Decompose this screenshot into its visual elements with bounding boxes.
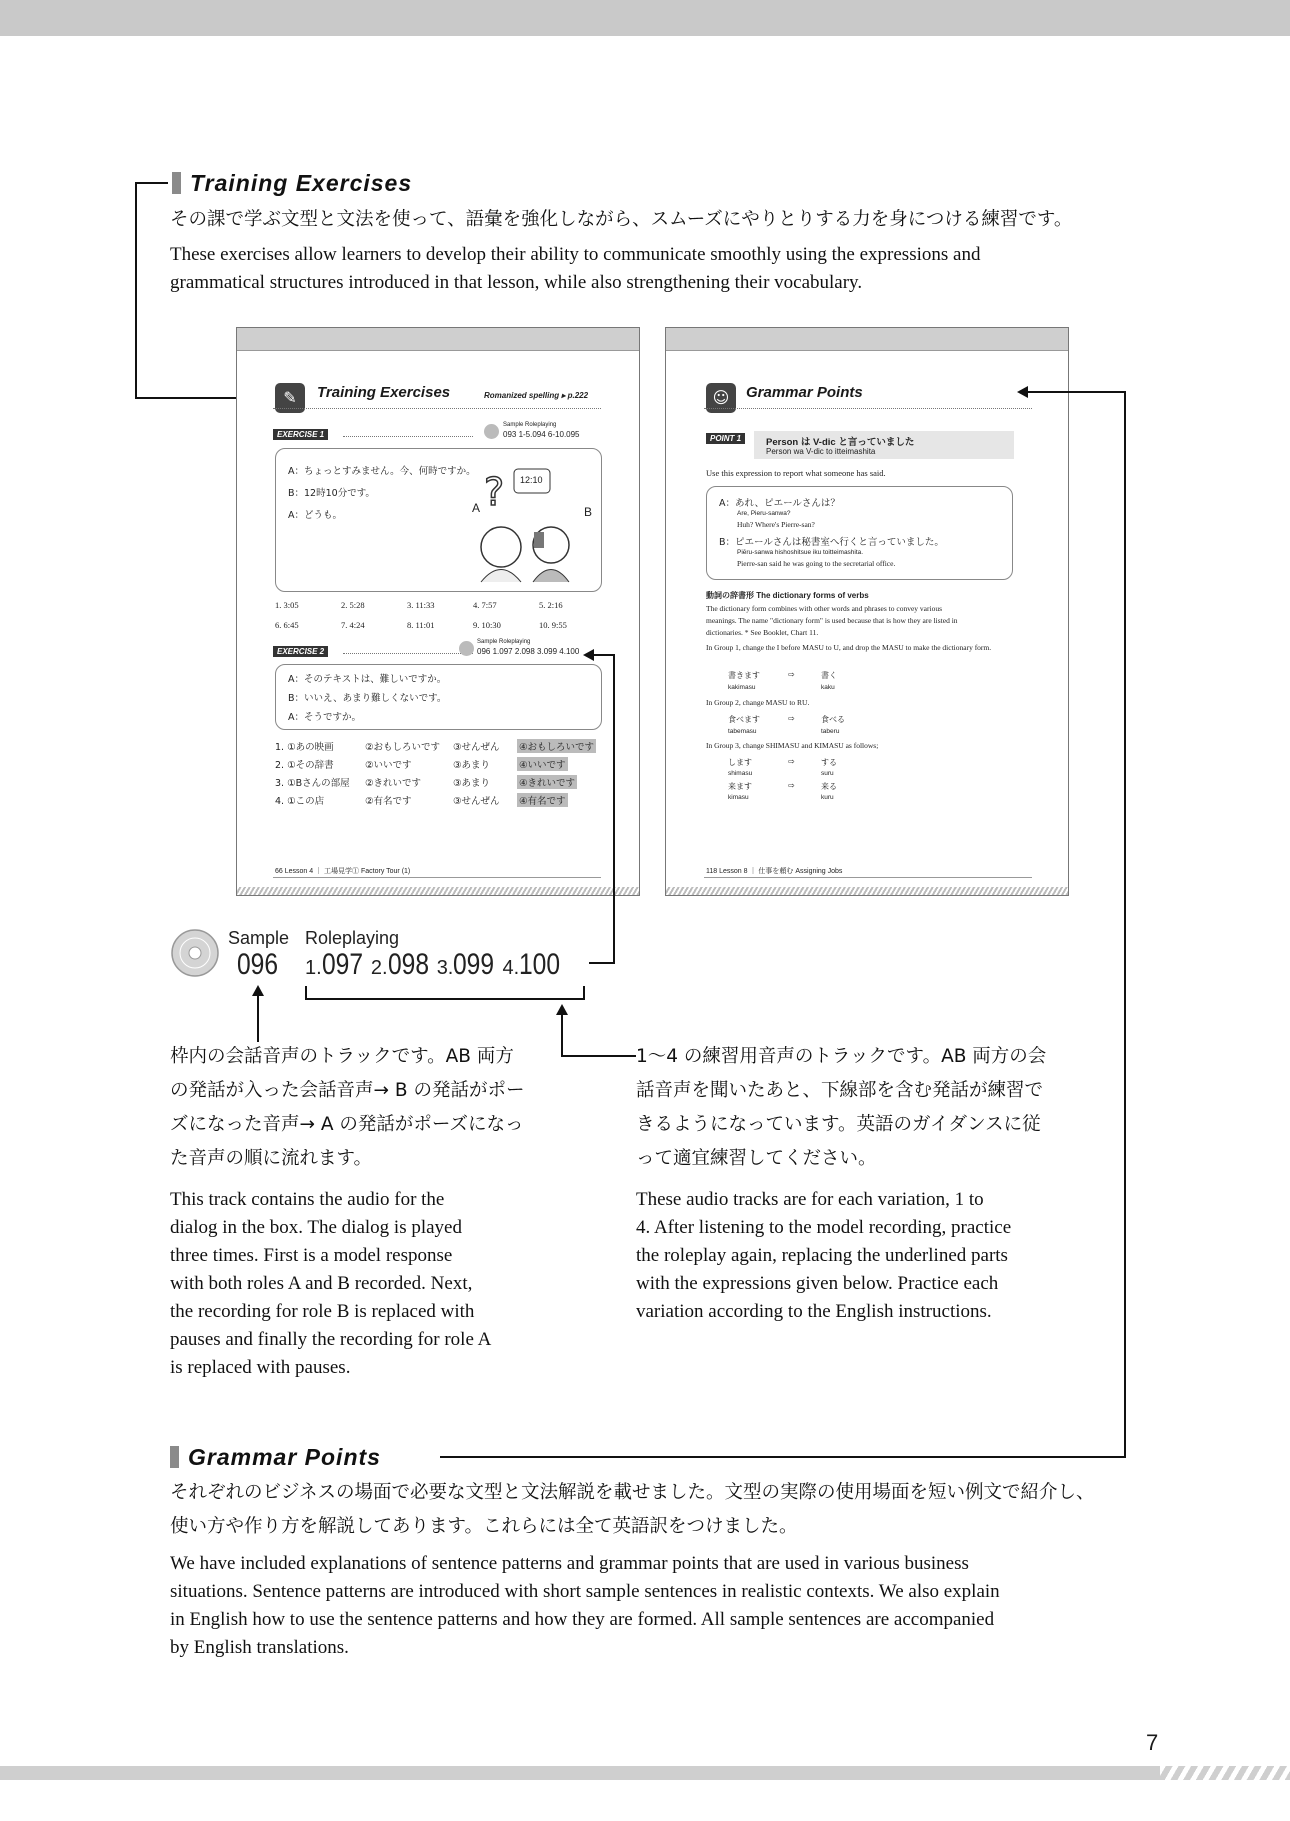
note-en-line: the recording for role B is replaced with — [170, 1301, 475, 1322]
dialog-line: A：ちょっとすみません。今、何時ですか。 — [288, 466, 476, 477]
bottom-band — [0, 1766, 1290, 1780]
ex2-track-label: Sample Roleplaying — [477, 639, 531, 645]
cd-icon — [170, 928, 220, 978]
variation-cell: ②おもしろいです — [365, 742, 441, 753]
note-en-line: pauses and finally the recording for role A — [170, 1329, 492, 1350]
exercise-divider — [343, 653, 473, 654]
variation-cell: 4. ①この店 — [275, 796, 325, 807]
training-section-title: Training Exercises — [190, 170, 413, 196]
answer-item: 5. 2:16 — [539, 600, 563, 610]
answer-item: 6. 6:45 — [275, 620, 299, 630]
sample-track-note — [170, 1040, 524, 1382]
thumb-footer-stripes — [666, 887, 1068, 895]
answer-item: 9. 10:30 — [473, 620, 501, 630]
exercise-2-badge: EXERCISE 2 — [273, 646, 328, 657]
point-jp: Person は V-dic と言っていました — [766, 437, 915, 448]
answer-item: 3. 11:33 — [407, 600, 435, 610]
grammar-en-line: in English how to use the sentence patterns and how they are formed. All sample sentences are accompanied — [170, 1609, 995, 1630]
note-en-line: with both roles A and B recorded. Next, — [170, 1273, 473, 1294]
paragraph-line: The dictionary form combines with other words and phrases to convey various — [706, 604, 942, 613]
roleplaying-track-list — [305, 948, 569, 982]
example-romanized: Piēru-sanwa hishoshitsue iku toitteimashita. — [737, 549, 864, 556]
exercise-1-dialog-box — [275, 448, 602, 592]
variation-cell: 2. ①その辞書 — [275, 760, 334, 771]
point-example-box — [706, 486, 1013, 580]
grammar-description — [170, 1476, 1094, 1662]
svg-text:?: ? — [484, 470, 505, 514]
thumb-header-band — [666, 328, 1068, 351]
example-translation: Pierre-san said he was going to the secretarial office. — [737, 559, 896, 568]
arrow-left-icon — [583, 649, 594, 661]
thumb-footer-text: 66 Lesson 4 ｜ 工場見学① Factory Tour (1) — [275, 868, 411, 875]
note-en-line: the roleplay again, replacing the underlined parts — [636, 1245, 1008, 1266]
thumb-header-band — [237, 328, 639, 351]
point-title-box — [754, 431, 1014, 459]
grammar-en-line: by English translations. — [170, 1637, 349, 1658]
grammar-icon: ☺ — [706, 383, 736, 413]
bracket-line — [583, 986, 585, 1000]
variation-cell: ②きれいです — [365, 778, 422, 789]
exercise-1-badge: EXERCISE 1 — [273, 429, 328, 440]
note-jp-line: って適宜練習してください。 — [636, 1148, 877, 1169]
note-en-line: with the expressions given below. Practice each — [636, 1273, 999, 1294]
verb-form: 食べる — [821, 715, 845, 724]
example-translation: Huh? Where's Pierre-san? — [737, 520, 815, 529]
title-divider — [704, 408, 1032, 409]
footer-divider — [273, 877, 601, 878]
thumb-footer-stripes — [237, 887, 639, 895]
verb-form: 書きます — [728, 671, 760, 680]
dialog-line: B：いいえ、あまり難しくないです。 — [288, 693, 447, 704]
footer-divider — [704, 877, 1032, 878]
grammar-en-line: situations. Sentence patterns are introduced with short sample sentences in realistic contexts. We also explain — [170, 1581, 1000, 1602]
variation-cell: ③あまり — [453, 778, 491, 789]
variation-cell: ③せんぜん — [453, 796, 500, 807]
group-2-rule: In Group 2, change MASU to RU. — [706, 698, 810, 707]
note-jp-line: 話音声を聞いたあと、下線部を含む発話が練習で — [636, 1080, 1044, 1101]
answer-item: 2. 5:28 — [341, 600, 365, 610]
verb-romanized: kakimasu — [728, 684, 756, 691]
variation-number: 2. — [370, 957, 388, 979]
clock-time: 12:10 — [520, 475, 543, 485]
note-en-line: dialog in the box. The dialog is played — [170, 1217, 462, 1238]
dialog-line: B：12時10分です。 — [288, 488, 375, 499]
answer-item: 1. 3:05 — [275, 600, 299, 610]
grammar-section-title: Grammar Points — [188, 1444, 381, 1470]
note-en-line: These audio tracks are for each variation, 1 to — [636, 1189, 984, 1210]
connector-line — [561, 1055, 636, 1057]
thumb-title: Training Exercises — [317, 384, 451, 401]
connector-line — [613, 654, 615, 964]
note-en-line: This track contains the audio for the — [170, 1189, 445, 1210]
note-jp-line: 1〜4 の練習用音声のトラックです。AB 両方の会 — [636, 1046, 1047, 1067]
cd-icon — [459, 641, 474, 656]
speaker-a-label: A — [472, 501, 481, 515]
variation-track-number: 098 — [387, 948, 429, 981]
variation-number: 1. — [305, 957, 322, 979]
verb-form: 食べます — [728, 715, 760, 724]
training-page-thumbnail — [236, 327, 640, 896]
roleplaying-track-note — [636, 1040, 1046, 1326]
exercise-2-dialog-box — [275, 664, 602, 730]
roleplaying-label: Roleplaying — [305, 928, 400, 948]
answer-item: 7. 4:24 — [341, 620, 365, 630]
grammar-page-thumbnail — [665, 327, 1069, 896]
grammar-en-line: We have included explanations of sentence patterns and grammar points that are used in various business — [170, 1553, 969, 1574]
note-en-line: is replaced with pauses. — [170, 1357, 351, 1378]
verb-form: 書く — [821, 671, 837, 680]
dialog-line: A：そうですか。 — [288, 712, 361, 723]
connector-line — [589, 962, 615, 964]
verb-romanized: kimasu — [728, 794, 749, 801]
connector-line — [1027, 391, 1126, 393]
arrow-icon: ⇨ — [788, 781, 795, 790]
ex1-track-label: Sample Roleplaying — [503, 422, 557, 428]
sub-heading: 動詞の辞書形 The dictionary forms of verbs — [706, 591, 869, 600]
exercise-icon: ✎ — [275, 383, 305, 413]
bracket-line — [305, 998, 585, 1000]
note-jp-line: きるようになっています。英語のガイダンスに従 — [636, 1114, 1041, 1135]
thumb-title: Grammar Points — [746, 384, 863, 401]
verb-romanized: kuru — [821, 794, 834, 801]
verb-romanized: tabemasu — [728, 728, 757, 735]
variation-number: 3. — [436, 957, 454, 979]
example-line: B：ピエールさんは秘書室へ行くと言っていました。 — [719, 537, 944, 548]
example-line: A：あれ、ピエールさんは？ — [719, 498, 840, 509]
bracket-line — [305, 986, 307, 1000]
variation-cell: ②いいです — [365, 760, 412, 771]
point-romanized: Person wa V-dic to itteimashita — [766, 447, 876, 456]
note-jp-line: の発話が入った会話音声→ B の発話がポー — [170, 1080, 525, 1101]
group-3-rule: In Group 3, change SHIMASU and KIMASU as follows; — [706, 741, 879, 750]
training-en-line-2: grammatical structures introduced in that lesson, while also strengthening their vocabulary. — [170, 272, 863, 293]
point-intro: Use this expression to report what someone has said. — [706, 468, 886, 478]
variation-track-number: 100 — [519, 948, 561, 981]
note-jp-line: ズになった音声→ A の発話がポーズになっ — [170, 1114, 524, 1135]
ex2-tracks: 096 1.097 2.098 3.099 4.100 — [477, 647, 580, 656]
verb-romanized: suru — [821, 770, 834, 777]
training-jp-text: その課で学ぶ文型と文法を使って、語彙を強化しながら、スムーズにやりとりする力を身につける練習です。 — [170, 209, 1073, 230]
variation-track-number: 097 — [321, 948, 363, 981]
connector-line — [257, 995, 259, 1042]
point-1-badge: POINT 1 — [706, 433, 745, 444]
verb-romanized: taberu — [821, 728, 840, 735]
arrow-icon: ⇨ — [788, 714, 795, 723]
variation-cell: ④おもしろいです — [517, 739, 596, 753]
variation-cell: ③あまり — [453, 760, 491, 771]
arrow-icon: ⇨ — [788, 670, 795, 679]
bottom-stripes — [1160, 1766, 1290, 1780]
arrow-icon: ⇨ — [788, 757, 795, 766]
variation-cell: ④有名です — [517, 793, 568, 807]
dialog-line: A：どうも。 — [288, 510, 342, 521]
variation-cell: ③せんぜん — [453, 742, 500, 753]
grammar-jp-line: それぞれのビジネスの場面で必要な文型と文法解説を載せました。文型の実際の使用場面を短い例文で紹介し、 — [170, 1482, 1095, 1503]
training-en-line-1: These exercises allow learners to develop their ability to communicate smoothly using the expressions and — [170, 244, 981, 265]
verb-form: 来ます — [728, 782, 752, 791]
note-en-line: variation according to the English instructions. — [636, 1301, 992, 1322]
section-bar — [170, 1446, 179, 1468]
grammar-jp-line: 使い方や作り方を解説してあります。これらには全て英語訳をつけました。 — [170, 1516, 798, 1537]
exercise-divider — [343, 436, 473, 437]
note-jp-line: 枠内の会話音声のトラックです。AB 両方 — [170, 1046, 514, 1067]
verb-form: 来る — [821, 782, 837, 791]
cd-icon — [484, 424, 499, 439]
page-number: 7 — [1146, 1730, 1159, 1755]
note-en-line: three times. First is a model response — [170, 1245, 453, 1266]
answer-item: 10. 9:55 — [539, 620, 567, 630]
variation-number: 4. — [502, 957, 520, 979]
variation-cell: ④いいです — [517, 757, 568, 771]
example-romanized: Are, Pieru-sanwa? — [737, 510, 791, 517]
paragraph-line: dictionaries. * See Booklet, Chart 11. — [706, 628, 819, 637]
group-1-rule: In Group 1, change the I before MASU to U, and drop the MASU to make the dictionary form. — [706, 643, 992, 652]
variation-cell: 1. ①あの映画 — [275, 742, 334, 753]
speaker-b-label: B — [584, 505, 593, 519]
sample-label: Sample — [228, 928, 290, 948]
variation-cell: 3. ①Bさんの部屋 — [275, 778, 350, 789]
connector-line — [1124, 391, 1126, 1458]
connector-line — [561, 1014, 563, 1057]
dialog-line: A：そのテキストは、難しいですか。 — [288, 674, 447, 685]
answer-item: 4. 7:57 — [473, 600, 497, 610]
note-en-line: 4. After listening to the model recording, practice — [636, 1217, 1012, 1238]
section-bar — [172, 172, 181, 194]
verb-romanized: shimasu — [728, 770, 753, 777]
variation-track-number: 099 — [453, 948, 495, 981]
connector-line — [135, 182, 168, 184]
romanized-link: Romanized spelling ▸ p.222 — [484, 391, 589, 400]
verb-romanized: kaku — [821, 684, 835, 691]
connector-line — [135, 182, 137, 399]
sample-track-number: 096 — [237, 948, 279, 981]
thumb-footer-text: 118 Lesson 8 ｜ 仕事を頼む Assigning Jobs — [706, 868, 843, 875]
title-divider — [273, 408, 601, 409]
answer-item: 8. 11:01 — [407, 620, 435, 630]
ex1-tracks: 093 1-5.094 6-10.095 — [503, 430, 580, 439]
variation-cell: ②有名です — [365, 796, 412, 807]
variation-cell: ④きれいです — [517, 775, 577, 789]
paragraph-line: meanings. The name "dictionary form" is used because that is how they are listed in — [706, 616, 958, 625]
top-band — [0, 0, 1290, 36]
verb-form: する — [821, 758, 837, 767]
verb-form: します — [728, 758, 752, 767]
connector-line — [592, 654, 615, 656]
note-jp-line: た音声の順に流れます。 — [170, 1148, 373, 1169]
connector-line — [440, 1456, 1126, 1458]
